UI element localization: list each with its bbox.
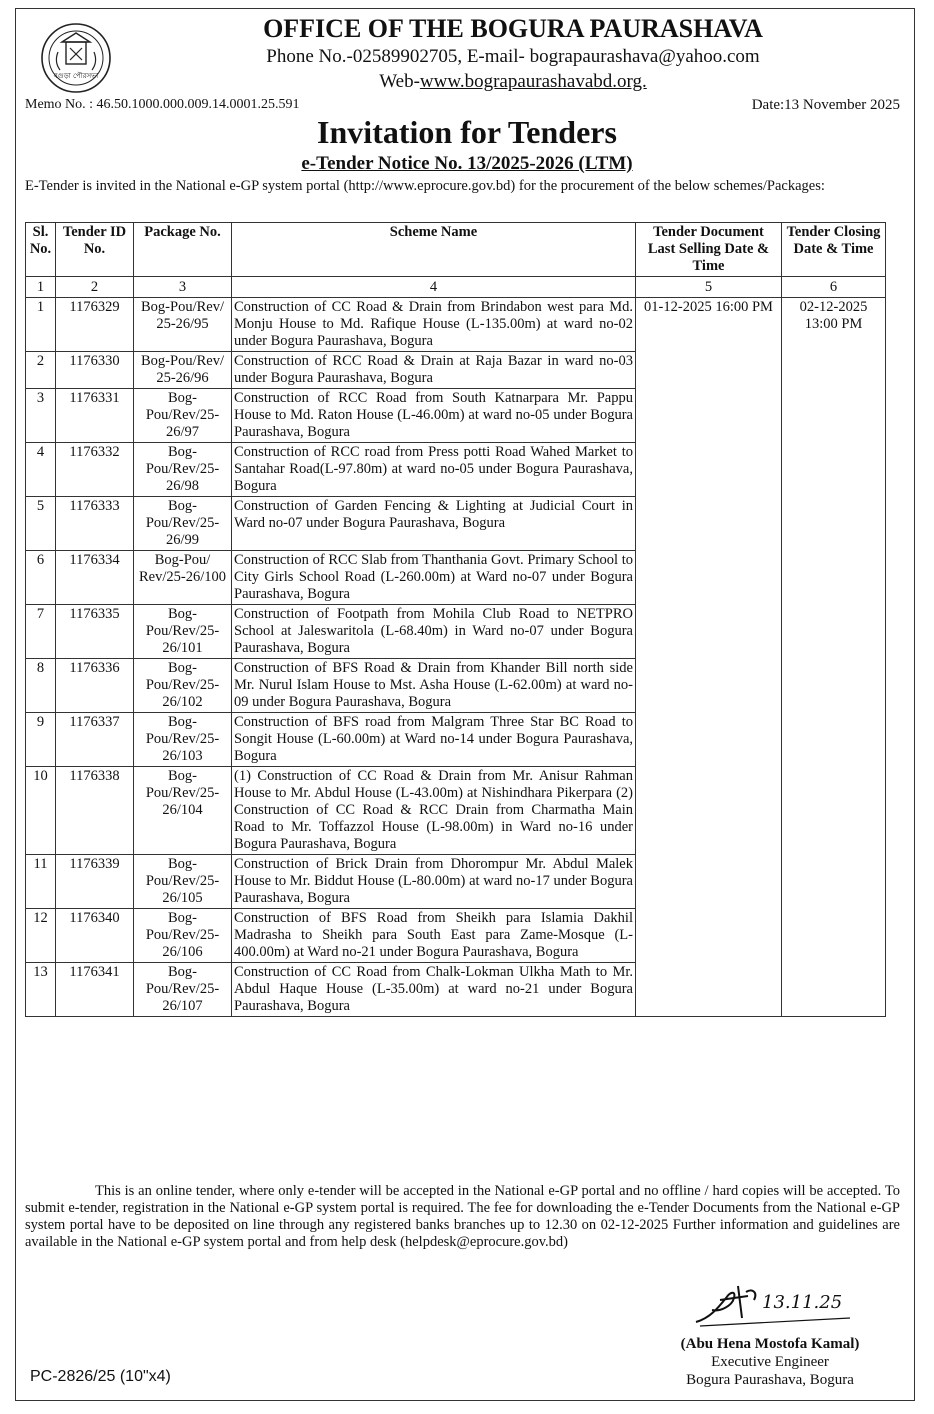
sl-no-cell: 4 [26,443,56,497]
scheme-name-cell: Construction of BFS road from Malgram Three Star BC Road to Songit House (L-60.00m) at Ward no-14 under Bogura Paurashava, Bogura [232,713,636,767]
tender-id-cell: 1176330 [56,352,134,389]
memo-number: Memo No. : 46.50.1000.000.009.14.0001.25.591 [25,97,300,112]
tender-id-cell: 1176336 [56,659,134,713]
tender-id-cell: 1176334 [56,551,134,605]
scheme-name-cell: Construction of CC Road from Chalk-Lokman Ulkha Math to Mr. Abdul Haque House (L-35.00m) at ward no-21 under Bogura Paurashava, Bogura [232,963,636,1017]
package-no-cell: Bog-Pou/Rev/ 25-26/95 [134,298,232,352]
sl-no-cell: 10 [26,767,56,855]
sl-no-cell: 6 [26,551,56,605]
header-last-selling: Tender Document Last Selling Date & Time [636,223,782,277]
page-title: Invitation for Tenders [317,114,617,150]
sl-no-cell: 7 [26,605,56,659]
scheme-name-cell: Construction of BFS Road & Drain from Khander Bill north side Mr. Nurul Islam House to Mst. Asha House (L-62.00m) at ward no-09 under Bogura Paurashava, Bogura [232,659,636,713]
scheme-name-cell: Construction of Brick Drain from Dhorompur Mr. Abdul Malek House to Mr. Biddut House (L-80.00m) at ward no-17 under Bogura Paurashava, Bogura [232,855,636,909]
column-number: 3 [134,277,232,298]
scheme-name-cell: Construction of Garden Fencing & Lighting at Judicial Court in Ward no-07 under Bogura Paurashava, Bogura [232,497,636,551]
scheme-name-cell: Construction of CC Road & Drain from Brindabon west para Md. Monju House to Md. Rafique House (L-135.00m) at ward no-02 under Bogura Paurashava, Bogura [232,298,636,352]
header-package-no: Package No. [134,223,232,277]
package-no-cell: Bog-Pou/Rev/25-26/98 [134,443,232,497]
signature-image [690,1278,860,1330]
package-no-cell: Bog-Pou/Rev/25-26/103 [134,713,232,767]
package-no-cell: Bog-Pou/ Rev/25-26/100 [134,551,232,605]
intro-paragraph: E-Tender is invited in the National e-GP system portal (http://www.eprocure.gov.bd) for the procurement of the below schemes/Packages: [25,178,825,194]
column-number: 1 [26,277,56,298]
sl-no-cell: 13 [26,963,56,1017]
tender-id-cell: 1176335 [56,605,134,659]
package-no-cell: Bog-Pou/Rev/25-26/106 [134,909,232,963]
package-no-cell: Bog-Pou/Rev/25-26/104 [134,767,232,855]
seal-text: বগুড়া পৌরসভা [53,72,99,80]
tender-id-cell: 1176333 [56,497,134,551]
paurashava-seal-logo [40,22,112,94]
closing-cell: 02-12-2025 13:00 PM [782,298,886,1017]
sl-no-cell: 12 [26,909,56,963]
column-number: 6 [782,277,886,298]
signatory-designation: Executive Engineer [711,1354,829,1370]
scheme-name-cell: Construction of RCC road from Press potti Road Wahed Market to Santahar Road(L-97.80m) at ward no-05 under Bogura Paurashava, Bogura [232,443,636,497]
tender-id-cell: 1176339 [56,855,134,909]
tender-id-cell: 1176329 [56,298,134,352]
contact-line: Phone No.-02589902705, E-mail- bograpaurashava@yahoo.com [266,46,760,67]
sl-no-cell: 3 [26,389,56,443]
scheme-name-cell: (1) Construction of CC Road & Drain from Mr. Anisur Rahman House to Mr. Abdul House (L-43.00m) at Nishindhara Pikerpara (2) Construction of CC Road & RCC Drain from Charmatha Main Road to Mr. Toffazzol House (L-98.00m) in Ward no-16 under Bogura Paurashava, Bogura [232,767,636,855]
footer-paragraph: This is an online tender, where only e-tender will be accepted in the National e-GP portal and no offline / hard copies will be accepted. To submit e-tender, registration in the National e-GP system portal is required. The fee for downloading the e-Tender Documents from the National e-GP system portal have to be deposited on line through any registered banks branches up to 12.30 on 02-12-2025 Further information and guidelines are available in the National e-GP system portal and from help desk (helpdesk@eprocure.gov.bd) [25,1183,900,1250]
tender-id-cell: 1176338 [56,767,134,855]
package-no-cell: Bog-Pou/Rev/25-26/97 [134,389,232,443]
scheme-name-cell: Construction of RCC Slab from Thanthania Govt. Primary School to City Girls School Road (L-260.00m) at Ward no-07 under Bogura Paurashava, Bogura [232,551,636,605]
pc-code: PC-2826/25 (10"x4) [30,1368,171,1385]
tender-id-cell: 1176341 [56,963,134,1017]
sl-no-cell: 9 [26,713,56,767]
header-scheme-name: Scheme Name [232,223,636,277]
signature-date: 13.11.25 [762,1292,843,1313]
tender-id-cell: 1176331 [56,389,134,443]
column-number-row [26,277,886,298]
package-no-cell: Bog-Pou/Rev/25-26/101 [134,605,232,659]
package-no-cell: Bog-Pou/Rev/25-26/99 [134,497,232,551]
web-prefix: Web- [379,71,420,92]
sl-no-cell: 1 [26,298,56,352]
last-selling-cell: 01-12-2025 16:00 PM [636,298,782,1017]
tender-id-cell: 1176337 [56,713,134,767]
scheme-name-cell: Construction of RCC Road & Drain at Raja Bazar in ward no-03 under Bogura Paurashava, Bogura [232,352,636,389]
scheme-name-cell: Construction of BFS Road from Sheikh para Islamia Dakhil Madrasha to Sheikh para South East para Zame-Mosque (L-400.00m) at Ward no-21 under Bogura Paurashava, Bogura [232,909,636,963]
scheme-name-cell: Construction of Footpath from Mohila Club Road to NETPRO School at Jaleswaritola (L-68.40m) in Ward no-07 under Bogura Paurashava, Bogura [232,605,636,659]
tender-id-cell: 1176340 [56,909,134,963]
sl-no-cell: 8 [26,659,56,713]
signatory-name: (Abu Hena Mostofa Kamal) [680,1336,860,1352]
sl-no-cell: 2 [26,352,56,389]
column-number: 4 [232,277,636,298]
sl-no-cell: 5 [26,497,56,551]
tender-table [25,222,886,1017]
website-link[interactable]: www.bograpaurashavabd.org. [419,71,647,92]
scheme-name-cell: Construction of RCC Road from South Katnarpara Mr. Pappu House to Md. Raton House (L-46.00m) at ward no-05 under Bogura Paurashava, Bogura [232,389,636,443]
tender-id-cell: 1176332 [56,443,134,497]
office-title: OFFICE OF THE BOGURA PAURASHAVA [263,14,763,43]
package-no-cell: Bog-Pou/Rev/ 25-26/96 [134,352,232,389]
notice-number: e-Tender Notice No. 13/2025-2026 (LTM) [301,153,633,174]
notice-date: Date:13 November 2025 [751,97,900,113]
table-row [26,298,886,352]
sl-no-cell: 11 [26,855,56,909]
table-header-row [26,223,886,277]
web-line [120,70,906,94]
package-no-cell: Bog-Pou/Rev/25-26/102 [134,659,232,713]
column-number: 2 [56,277,134,298]
package-no-cell: Bog-Pou/Rev/25-26/107 [134,963,232,1017]
header-closing: Tender Closing Date & Time [782,223,886,277]
package-no-cell: Bog-Pou/Rev/25-26/105 [134,855,232,909]
header-tender-id: Tender ID No. [56,223,134,277]
header-sl-no: Sl. No. [26,223,56,277]
signatory-office: Bogura Paurashava, Bogura [686,1372,854,1388]
column-number: 5 [636,277,782,298]
